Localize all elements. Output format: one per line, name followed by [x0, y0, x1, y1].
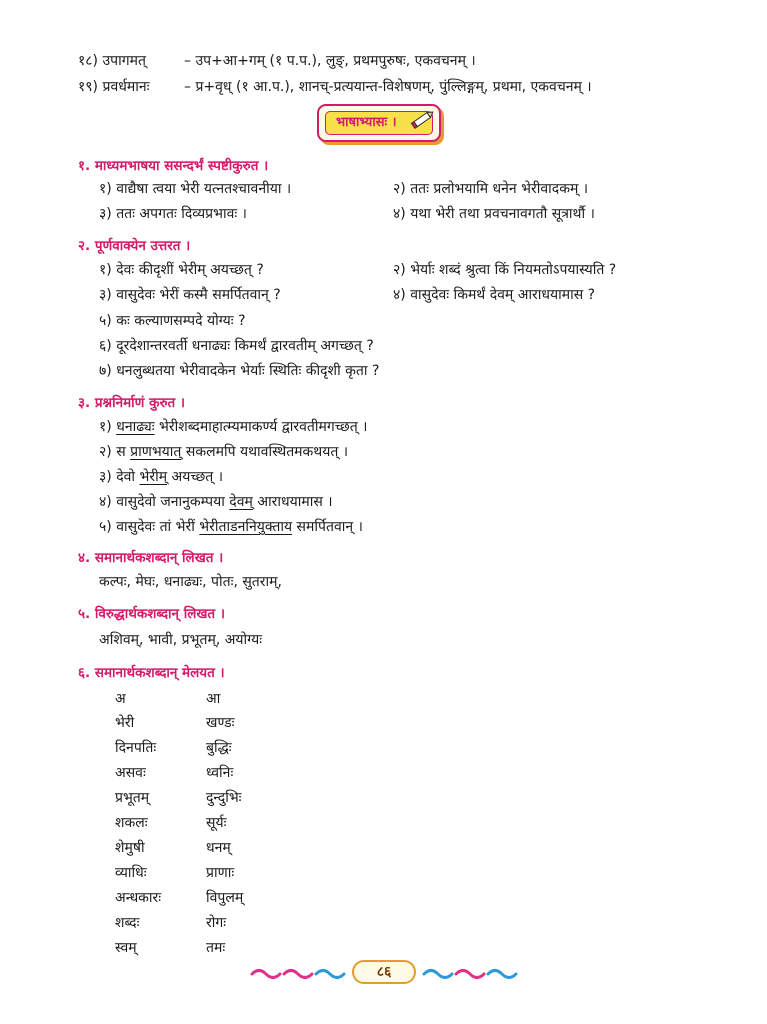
q6-row-a: व्याधिः — [115, 865, 147, 881]
q6-row-a: शब्दः — [115, 915, 140, 931]
q3-item-1 — [99, 418, 367, 436]
line-18-value: – उप+आ+गम् (१ प.प.), लुङ्, प्रथमपुरुषः, एकवचनम् । — [184, 53, 476, 69]
q5-heading: ५. विरुद्धार्थकशब्दान् लिखत । — [78, 606, 225, 622]
q3-item-num: १) — [99, 419, 112, 435]
q2-item-5: ५) कः कल्याणसम्पदे योग्यः ? — [99, 313, 246, 329]
q3-item-underlined: प्राणभयात् — [130, 444, 182, 460]
q6-row-b: धनम् — [206, 840, 231, 856]
q3-item-underlined: भेरीताडननियुक्ताय — [199, 519, 293, 535]
q6-row-b: विपुलम् — [206, 890, 244, 906]
q3-item-2 — [99, 443, 348, 461]
wave-left-icon — [250, 964, 350, 982]
q3-item-post: आराधयामास । — [252, 494, 333, 510]
q6-row-b: दुन्दुभिः — [206, 790, 242, 806]
q3-heading: ३. प्रश्ननिर्माणं कुरुत । — [78, 395, 186, 411]
badge-inner — [325, 111, 433, 135]
q6-row-b: ध्वनिः — [206, 765, 234, 781]
q2-item-7: ७) धनलुब्धतया भेरीवादकेन भेर्याः स्थितिः कीदृशी कृता ? — [99, 363, 380, 379]
q6-row-a: भेरी — [115, 715, 135, 731]
q6-row-a: असवः — [115, 765, 146, 781]
q6-row-b: रोगः — [206, 915, 227, 931]
q3-item-pre: वासुदेवः तां भेरीं — [116, 519, 200, 535]
line-19-label: १९) प्रवर्धमानः — [78, 79, 150, 95]
q1-item-2: २) ततः प्रलोभयामि धनेन भेरीवादकम् । — [393, 181, 589, 197]
q1-item-4: ४) यथा भेरी तथा प्रवचनावगतौ सूत्रार्थौ । — [393, 206, 595, 222]
q6-row-b: तमः — [206, 940, 226, 956]
wave-right-icon — [418, 964, 518, 982]
q6-row-b: प्राणाः — [206, 865, 235, 881]
page-footer — [250, 956, 518, 990]
q3-item-pre: देवो — [116, 469, 140, 485]
q2-item-2: २) भेर्याः शब्दं श्रुत्वा किं नियमतोऽपयास्यति ? — [393, 262, 617, 278]
q3-item-num: ५) — [99, 519, 112, 535]
q3-item-5 — [99, 518, 363, 536]
q3-item-post: समर्पितवान् । — [292, 519, 363, 535]
q6-heading: ६. समानार्थकशब्दान् मेलयत । — [78, 665, 225, 681]
q3-item-4 — [99, 493, 333, 511]
q6-row-a: स्वम् — [115, 940, 137, 956]
q3-item-num: ३) — [99, 469, 112, 485]
q3-item-underlined: भेरीम् — [139, 469, 168, 485]
q3-item-post: सकलमपि यथावस्थितमकथयत् । — [181, 444, 349, 460]
q6-row-a: दिनपतिः — [115, 740, 157, 756]
q2-item-6: ६) दूरदेशान्तरवर्ती धनाढ्यः किमर्थं द्वारवतीम् अगच्छत् ? — [99, 338, 374, 354]
q6-row-a: शेमुषी — [115, 840, 145, 856]
q2-item-3: ३) वासुदेवः भेरीं कस्मै समर्पितवान् ? — [99, 287, 281, 303]
q4-heading: ४. समानार्थकशब्दान् लिखत । — [78, 550, 224, 566]
q1-item-1: १) वाद्यैषा त्वया भेरी यत्नतश्चावनीया । — [99, 181, 292, 197]
q4-words: कल्पः, मेघः, धनाढ्यः, पोतः, सुतराम्, — [99, 574, 282, 590]
q3-item-underlined: धनाढ्यः — [116, 419, 155, 435]
exercise-badge — [317, 104, 441, 142]
pencil-icon — [410, 108, 436, 134]
q1-item-3: ३) ततः अपगतः दिव्यप्रभावः । — [99, 206, 247, 222]
q2-heading: २. पूर्णवाक्येन उत्तरत । — [78, 238, 191, 254]
q3-item-post: अयच्छत् । — [167, 469, 224, 485]
q6-col-b-header: आ — [206, 691, 221, 707]
q3-item-num: ४) — [99, 494, 112, 510]
q3-item-num: २) — [99, 444, 112, 460]
q6-row-b: बुद्धिः — [206, 740, 232, 756]
q6-row-a: प्रभूतम् — [115, 790, 150, 806]
q6-row-b: सूर्यः — [206, 815, 227, 831]
q6-row-a: अन्धकारः — [115, 890, 162, 906]
q2-item-4: ४) वासुदेवः किमर्थं देवम् आराधयामास ? — [393, 287, 596, 303]
q2-item-1: १) देवः कीदृशीं भेरीम् अयच्छत् ? — [99, 262, 264, 278]
q3-item-pre: वासुदेवो जनानुकम्पया — [116, 494, 230, 510]
q3-item-pre: स — [116, 444, 131, 460]
q3-item-underlined: देवम् — [229, 494, 253, 510]
q5-words: अशिवम्, भावी, प्रभूतम्, अयोग्यः — [99, 632, 263, 648]
q6-col-a-header: अ — [115, 691, 126, 707]
q3-item-3 — [99, 468, 223, 486]
line-18-label: १८) उपागमत् — [78, 53, 146, 69]
line-19-value: – प्र+वृध् (१ आ.प.), शानच्-प्रत्ययान्त-विशेषणम्, पुंल्लिङ्गम्, प्रथमा, एकवचनम् । — [184, 79, 592, 95]
q6-row-b: खण्डः — [206, 715, 235, 731]
q6-row-a: शकलः — [115, 815, 148, 831]
badge-label: भाषाभ्यासः । — [336, 115, 397, 130]
q1-heading: १. माध्यमभाषया ससन्दर्भं स्पष्टीकुरुत । — [78, 158, 269, 174]
page-number: ८६ — [352, 960, 416, 984]
q3-item-post: भेरीशब्दमाहात्म्यमाकर्ण्य द्वारवतीमगच्छत् । — [154, 419, 368, 435]
